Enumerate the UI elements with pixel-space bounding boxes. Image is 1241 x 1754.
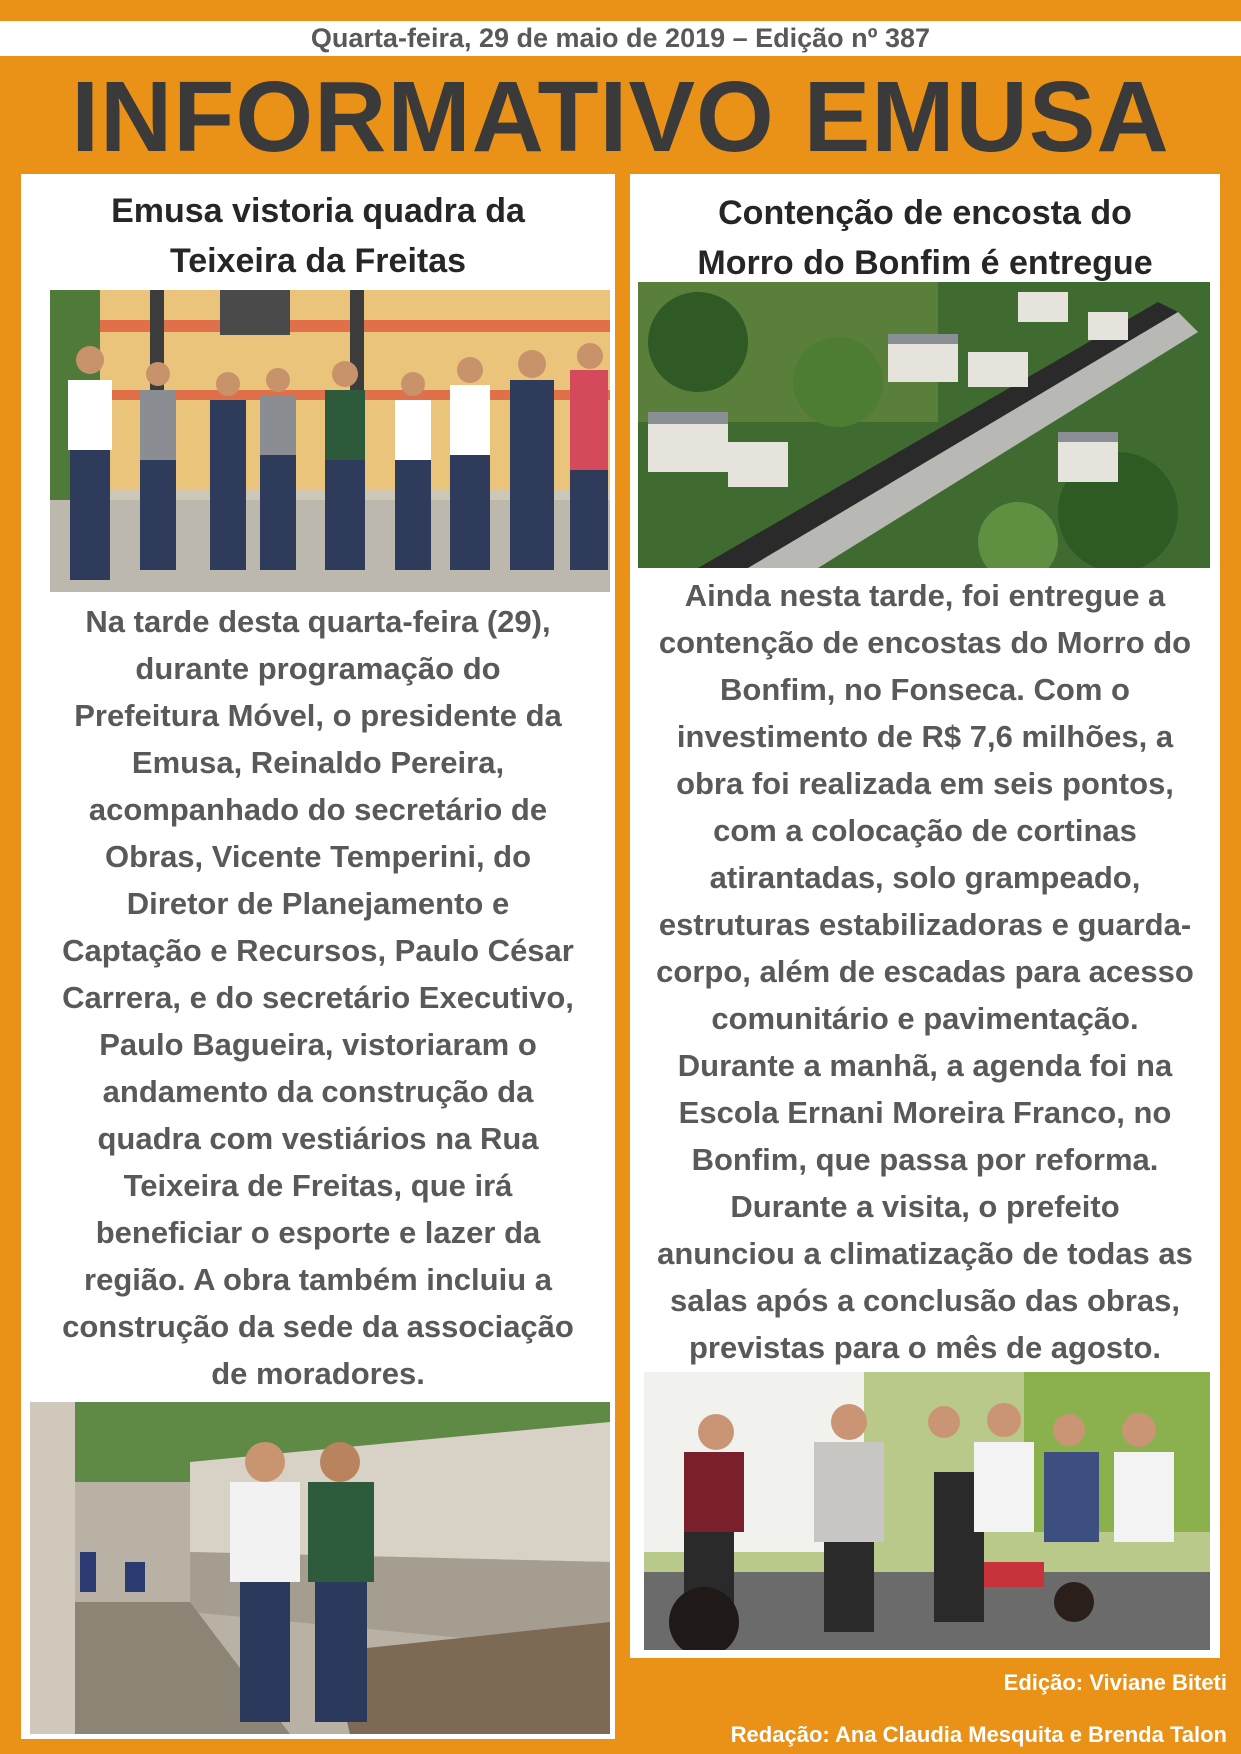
edition-credit: Edição: Viviane Biteti [1003, 1670, 1227, 1695]
right-body-line: Bonfim, no Fonseca. Com o [720, 672, 1130, 707]
left-headline-line-2: Teixeira da Freitas [169, 242, 467, 280]
left-body-line: Carrera, e do secretário Executivo, [62, 980, 574, 1015]
left-body-line: durante programação do [135, 651, 501, 686]
right-body-line: comunitário e pavimentação. [711, 1001, 1139, 1036]
right-body-line: estruturas estabilizadoras e guarda- [658, 907, 1192, 942]
right-body-line: investimento de R$ 7,6 milhões, a [676, 719, 1174, 754]
left-body-line: construção da sede da associação [62, 1309, 574, 1344]
left-body-line: Diretor de Planejamento e [126, 886, 510, 921]
left-article-headline [21, 186, 615, 286]
right-body-line: previstas para o mês de agosto. [688, 1330, 1162, 1365]
left-body-line: Teixeira de Freitas, que irá [123, 1168, 513, 1203]
right-body-line: Ainda nesta tarde, foi entregue a [684, 578, 1166, 613]
right-article-body [630, 572, 1220, 1371]
left-body-line: beneficiar o esporte e lazer da [95, 1215, 541, 1250]
left-body-line: andamento da construção da [102, 1074, 534, 1109]
right-body-line: salas após a conclusão das obras, [669, 1283, 1180, 1318]
left-headline-line-1: Emusa vistoria quadra da [111, 192, 525, 230]
right-body-line: corpo, além de escadas para acesso [656, 954, 1194, 989]
left-body-line: Prefeitura Móvel, o presidente da [74, 698, 562, 733]
left-body-line: Na tarde desta quarta-feira (29), [85, 604, 551, 639]
right-article-column [630, 174, 1220, 1658]
right-body-line: anunciou a climatização de todas as [657, 1236, 1193, 1271]
right-headline-line-1: Contenção de encosta do [718, 194, 1132, 232]
left-article-body [25, 598, 611, 1397]
right-body-line: obra foi realizada em seis pontos, [676, 766, 1174, 801]
right-body-line: Bonfim, que passa por reforma. [691, 1142, 1159, 1177]
left-body-line: acompanhado do secretário de [88, 792, 548, 827]
left-body-line: Obras, Vicente Temperini, do [104, 839, 532, 874]
school-visit-photo [644, 1372, 1210, 1650]
right-body-line: Durante a visita, o prefeito [730, 1189, 1120, 1224]
dateline: Quarta-feira, 29 de maio de 2019 – Edição nº 387 [0, 21, 1241, 56]
right-body-line: Durante a manhã, a agenda foi na [677, 1048, 1173, 1083]
construction-pit-photo [30, 1402, 610, 1734]
left-body-line: de moradores. [211, 1356, 425, 1391]
aerial-hillside-photo [638, 282, 1210, 568]
left-body-line: Captação e Recursos, Paulo César [62, 933, 574, 968]
right-article-headline [630, 188, 1220, 288]
left-article-column [21, 174, 615, 1739]
right-body-line: Escola Ernani Moreira Franco, no [678, 1095, 1172, 1130]
right-headline-line-2: Morro do Bonfim é entregue [697, 244, 1153, 282]
right-body-line: atirantadas, solo grampeado, [709, 860, 1141, 895]
site-visit-photo [50, 290, 610, 592]
masthead-title: INFORMATIVO EMUSA [71, 61, 1170, 173]
left-body-line: Emusa, Reinaldo Pereira, [131, 745, 505, 780]
left-body-line: quadra com vestiários na Rua [97, 1121, 539, 1156]
left-body-line: Paulo Bagueira, vistoriaram o [99, 1027, 537, 1062]
right-body-line: com a colocação de cortinas [713, 813, 1137, 848]
left-body-line: região. A obra também incluiu a [84, 1262, 552, 1297]
writing-credit: Redação: Ana Claudia Mesquita e Brenda Talon [730, 1722, 1227, 1747]
right-body-line: contenção de encostas do Morro do [658, 625, 1192, 660]
